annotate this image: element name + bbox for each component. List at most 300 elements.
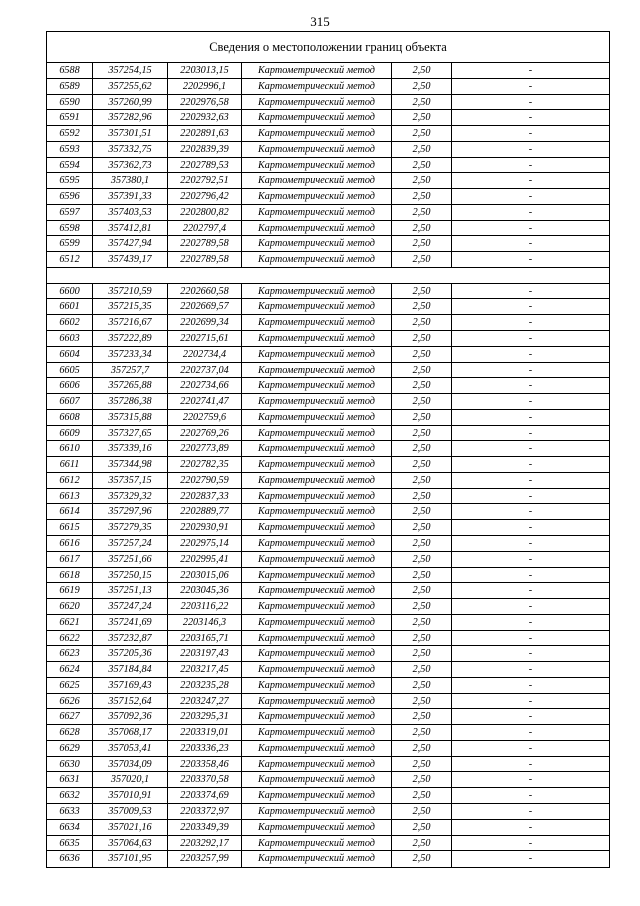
precision-cell: 2,50 xyxy=(392,836,452,851)
table-row xyxy=(47,520,609,536)
table-row xyxy=(47,221,609,237)
x-coordinate-cell: 357092,36 xyxy=(93,709,168,724)
x-coordinate-cell: 357260,99 xyxy=(93,95,168,110)
method-cell: Картометрический метод xyxy=(242,158,392,173)
y-coordinate-cell: 2202660,58 xyxy=(168,284,242,299)
precision-cell: 2,50 xyxy=(392,142,452,157)
table-row xyxy=(47,158,609,174)
y-coordinate-cell: 2202741,47 xyxy=(168,394,242,409)
x-coordinate-cell: 357215,35 xyxy=(93,299,168,314)
y-coordinate-cell: 2202797,4 xyxy=(168,221,242,236)
y-coordinate-cell: 2202734,4 xyxy=(168,347,242,362)
precision-cell: 2,50 xyxy=(392,457,452,472)
x-coordinate-cell: 357380,1 xyxy=(93,173,168,188)
table-row xyxy=(47,552,609,568)
method-cell: Картометрический метод xyxy=(242,457,392,472)
precision-cell: 2,50 xyxy=(392,772,452,787)
method-cell: Картометрический метод xyxy=(242,173,392,188)
x-coordinate-cell: 357205,36 xyxy=(93,646,168,661)
method-cell: Картометрический метод xyxy=(242,299,392,314)
y-coordinate-cell: 2202789,58 xyxy=(168,252,242,267)
table-row xyxy=(47,142,609,158)
point-number-cell: 6602 xyxy=(47,315,93,330)
method-cell: Картометрический метод xyxy=(242,694,392,709)
table-row xyxy=(47,678,609,694)
method-cell: Картометрический метод xyxy=(242,79,392,94)
point-number-cell: 6627 xyxy=(47,709,93,724)
y-coordinate-cell: 2202837,33 xyxy=(168,489,242,504)
y-coordinate-cell: 2202839,39 xyxy=(168,142,242,157)
point-number-cell: 6613 xyxy=(47,489,93,504)
point-number-cell: 6597 xyxy=(47,205,93,220)
description-cell: - xyxy=(528,191,533,203)
y-coordinate-cell: 2203319,01 xyxy=(168,725,242,740)
precision-cell: 2,50 xyxy=(392,851,452,867)
y-coordinate-cell: 2203358,46 xyxy=(168,757,242,772)
x-coordinate-cell: 357255,62 xyxy=(93,79,168,94)
description-cell: - xyxy=(528,159,533,171)
precision-cell: 2,50 xyxy=(392,741,452,756)
point-number-cell: 6611 xyxy=(47,457,93,472)
x-coordinate-cell: 357301,51 xyxy=(93,126,168,141)
description-cell: - xyxy=(528,695,533,707)
point-number-cell: 6595 xyxy=(47,173,93,188)
table-row xyxy=(47,299,609,315)
point-number-cell: 6512 xyxy=(47,252,93,267)
y-coordinate-cell: 2202792,51 xyxy=(168,173,242,188)
y-coordinate-cell: 2203116,22 xyxy=(168,599,242,614)
point-number-cell: 6590 xyxy=(47,95,93,110)
x-coordinate-cell: 357216,67 xyxy=(93,315,168,330)
point-number-cell: 6618 xyxy=(47,568,93,583)
y-coordinate-cell: 2203372,97 xyxy=(168,804,242,819)
precision-cell: 2,50 xyxy=(392,347,452,362)
table-row xyxy=(47,583,609,599)
x-coordinate-cell: 357357,15 xyxy=(93,473,168,488)
method-cell: Картометрический метод xyxy=(242,536,392,551)
x-coordinate-cell: 357021,16 xyxy=(93,820,168,835)
method-cell: Картометрический метод xyxy=(242,394,392,409)
description-cell: - xyxy=(528,711,533,723)
description-cell: - xyxy=(528,537,533,549)
table-row xyxy=(47,79,609,95)
description-cell: - xyxy=(528,585,533,597)
precision-cell: 2,50 xyxy=(392,95,452,110)
method-cell: Картометрический метод xyxy=(242,63,392,78)
precision-cell: 2,50 xyxy=(392,315,452,330)
precision-cell: 2,50 xyxy=(392,221,452,236)
table-row xyxy=(47,631,609,647)
x-coordinate-cell: 357344,98 xyxy=(93,457,168,472)
description-cell: - xyxy=(528,443,533,455)
method-cell: Картометрический метод xyxy=(242,331,392,346)
precision-cell: 2,50 xyxy=(392,284,452,299)
point-number-cell: 6604 xyxy=(47,347,93,362)
x-coordinate-cell: 357247,24 xyxy=(93,599,168,614)
method-cell: Картометрический метод xyxy=(242,552,392,567)
precision-cell: 2,50 xyxy=(392,583,452,598)
x-coordinate-cell: 357169,43 xyxy=(93,678,168,693)
table-row xyxy=(47,95,609,111)
page-number: 315 xyxy=(310,14,330,29)
point-number-cell: 6593 xyxy=(47,142,93,157)
x-coordinate-cell: 357251,13 xyxy=(93,583,168,598)
description-cell: - xyxy=(528,128,533,140)
y-coordinate-cell: 2202800,82 xyxy=(168,205,242,220)
description-cell: - xyxy=(528,348,533,360)
method-cell: Картометрический метод xyxy=(242,520,392,535)
point-number-cell: 6606 xyxy=(47,378,93,393)
y-coordinate-cell: 2202737,04 xyxy=(168,363,242,378)
x-coordinate-cell: 357439,17 xyxy=(93,252,168,267)
method-cell: Картометрический метод xyxy=(242,804,392,819)
description-cell: - xyxy=(528,648,533,660)
method-cell: Картометрический метод xyxy=(242,284,392,299)
description-cell: - xyxy=(528,222,533,234)
precision-cell: 2,50 xyxy=(392,536,452,551)
table-row xyxy=(47,457,609,473)
description-cell: - xyxy=(528,632,533,644)
table-row xyxy=(47,173,609,189)
table-row xyxy=(47,694,609,710)
precision-cell: 2,50 xyxy=(392,631,452,646)
description-cell: - xyxy=(528,742,533,754)
x-coordinate-cell: 357362,73 xyxy=(93,158,168,173)
table-row xyxy=(47,378,609,394)
y-coordinate-cell: 2203197,43 xyxy=(168,646,242,661)
y-coordinate-cell: 2202715,61 xyxy=(168,331,242,346)
description-cell: - xyxy=(528,837,533,849)
point-number-cell: 6609 xyxy=(47,426,93,441)
method-cell: Картометрический метод xyxy=(242,599,392,614)
precision-cell: 2,50 xyxy=(392,110,452,125)
description-cell: - xyxy=(528,364,533,376)
y-coordinate-cell: 2202889,77 xyxy=(168,504,242,519)
description-cell: - xyxy=(528,601,533,613)
precision-cell: 2,50 xyxy=(392,394,452,409)
description-cell: - xyxy=(528,506,533,518)
point-number-cell: 6616 xyxy=(47,536,93,551)
table-row xyxy=(47,252,609,268)
point-number-cell: 6630 xyxy=(47,757,93,772)
point-number-cell: 6603 xyxy=(47,331,93,346)
precision-cell: 2,50 xyxy=(392,646,452,661)
description-cell: - xyxy=(528,853,533,865)
precision-cell: 2,50 xyxy=(392,378,452,393)
x-coordinate-cell: 357265,88 xyxy=(93,378,168,393)
table-row xyxy=(47,646,609,662)
x-coordinate-cell: 357152,64 xyxy=(93,694,168,709)
point-number-cell: 6608 xyxy=(47,410,93,425)
table-row xyxy=(47,757,609,773)
y-coordinate-cell: 2203015,06 xyxy=(168,568,242,583)
point-number-cell: 6632 xyxy=(47,788,93,803)
point-number-cell: 6591 xyxy=(47,110,93,125)
precision-cell: 2,50 xyxy=(392,599,452,614)
x-coordinate-cell: 357297,96 xyxy=(93,504,168,519)
y-coordinate-cell: 2202891,63 xyxy=(168,126,242,141)
table-row xyxy=(47,489,609,505)
precision-cell: 2,50 xyxy=(392,504,452,519)
point-number-cell: 6633 xyxy=(47,804,93,819)
precision-cell: 2,50 xyxy=(392,678,452,693)
method-cell: Картометрический метод xyxy=(242,662,392,677)
x-coordinate-cell: 357250,15 xyxy=(93,568,168,583)
x-coordinate-cell: 357064,63 xyxy=(93,836,168,851)
table-row xyxy=(47,126,609,142)
description-cell: - xyxy=(528,143,533,155)
point-number-cell: 6626 xyxy=(47,694,93,709)
description-cell: - xyxy=(528,774,533,786)
method-cell: Картометрический метод xyxy=(242,568,392,583)
method-cell: Картометрический метод xyxy=(242,504,392,519)
table-row xyxy=(47,662,609,678)
precision-cell: 2,50 xyxy=(392,331,452,346)
x-coordinate-cell: 357254,15 xyxy=(93,63,168,78)
precision-cell: 2,50 xyxy=(392,694,452,709)
method-cell: Картометрический метод xyxy=(242,473,392,488)
y-coordinate-cell: 2203165,71 xyxy=(168,631,242,646)
x-coordinate-cell: 357315,88 xyxy=(93,410,168,425)
description-cell: - xyxy=(528,553,533,565)
method-cell: Картометрический метод xyxy=(242,236,392,251)
x-coordinate-cell: 357010,91 xyxy=(93,788,168,803)
x-coordinate-cell: 357257,24 xyxy=(93,536,168,551)
method-cell: Картометрический метод xyxy=(242,631,392,646)
description-cell: - xyxy=(528,679,533,691)
description-cell: - xyxy=(528,65,533,76)
method-cell: Картометрический метод xyxy=(242,851,392,867)
table-row xyxy=(47,110,609,126)
table-row xyxy=(47,851,609,867)
table-row xyxy=(47,772,609,788)
point-number-cell: 6610 xyxy=(47,441,93,456)
table-row xyxy=(47,804,609,820)
y-coordinate-cell: 2203217,45 xyxy=(168,662,242,677)
group-separator xyxy=(47,268,609,284)
y-coordinate-cell: 2203247,27 xyxy=(168,694,242,709)
table-group-2 xyxy=(47,284,609,867)
precision-cell: 2,50 xyxy=(392,473,452,488)
x-coordinate-cell: 357391,33 xyxy=(93,189,168,204)
description-cell: - xyxy=(528,317,533,329)
y-coordinate-cell: 2202930,91 xyxy=(168,520,242,535)
point-number-cell: 6634 xyxy=(47,820,93,835)
x-coordinate-cell: 357282,96 xyxy=(93,110,168,125)
description-cell: - xyxy=(528,490,533,502)
method-cell: Картометрический метод xyxy=(242,615,392,630)
precision-cell: 2,50 xyxy=(392,568,452,583)
table-row xyxy=(47,741,609,757)
description-cell: - xyxy=(528,459,533,471)
point-number-cell: 6636 xyxy=(47,851,93,867)
y-coordinate-cell: 2202669,57 xyxy=(168,299,242,314)
precision-cell: 2,50 xyxy=(392,757,452,772)
y-coordinate-cell: 2202975,14 xyxy=(168,536,242,551)
table-row xyxy=(47,331,609,347)
method-cell: Картометрический метод xyxy=(242,205,392,220)
y-coordinate-cell: 2203292,17 xyxy=(168,836,242,851)
precision-cell: 2,50 xyxy=(392,662,452,677)
table-row xyxy=(47,315,609,331)
description-cell: - xyxy=(528,333,533,345)
table-row xyxy=(47,284,609,300)
precision-cell: 2,50 xyxy=(392,236,452,251)
table-row xyxy=(47,205,609,221)
point-number-cell: 6621 xyxy=(47,615,93,630)
description-cell: - xyxy=(528,758,533,770)
x-coordinate-cell: 357020,1 xyxy=(93,772,168,787)
method-cell: Картометрический метод xyxy=(242,95,392,110)
precision-cell: 2,50 xyxy=(392,126,452,141)
boundary-table xyxy=(46,31,610,868)
y-coordinate-cell: 2202789,58 xyxy=(168,236,242,251)
point-number-cell: 6592 xyxy=(47,126,93,141)
precision-cell: 2,50 xyxy=(392,552,452,567)
y-coordinate-cell: 2203370,58 xyxy=(168,772,242,787)
description-cell: - xyxy=(528,301,533,313)
table-row xyxy=(47,189,609,205)
precision-cell: 2,50 xyxy=(392,520,452,535)
table-row xyxy=(47,410,609,426)
y-coordinate-cell: 2202932,63 xyxy=(168,110,242,125)
point-number-cell: 6625 xyxy=(47,678,93,693)
point-number-cell: 6620 xyxy=(47,599,93,614)
point-number-cell: 6614 xyxy=(47,504,93,519)
y-coordinate-cell: 2202789,53 xyxy=(168,158,242,173)
x-coordinate-cell: 357184,84 xyxy=(93,662,168,677)
description-cell: - xyxy=(528,238,533,250)
point-number-cell: 6624 xyxy=(47,662,93,677)
table-row xyxy=(47,536,609,552)
point-number-cell: 6612 xyxy=(47,473,93,488)
x-coordinate-cell: 357241,69 xyxy=(93,615,168,630)
x-coordinate-cell: 357053,41 xyxy=(93,741,168,756)
description-cell: - xyxy=(528,175,533,187)
x-coordinate-cell: 357222,89 xyxy=(93,331,168,346)
method-cell: Картометрический метод xyxy=(242,820,392,835)
point-number-cell: 6605 xyxy=(47,363,93,378)
table-row xyxy=(47,63,609,79)
method-cell: Картометрический метод xyxy=(242,378,392,393)
y-coordinate-cell: 2203374,69 xyxy=(168,788,242,803)
table-row xyxy=(47,836,609,852)
description-cell: - xyxy=(528,790,533,802)
y-coordinate-cell: 2202995,41 xyxy=(168,552,242,567)
y-coordinate-cell: 2202782,35 xyxy=(168,457,242,472)
table-row xyxy=(47,426,609,442)
x-coordinate-cell: 357251,66 xyxy=(93,552,168,567)
description-cell: - xyxy=(528,411,533,423)
precision-cell: 2,50 xyxy=(392,189,452,204)
point-number-cell: 6598 xyxy=(47,221,93,236)
y-coordinate-cell: 2202699,34 xyxy=(168,315,242,330)
x-coordinate-cell: 357339,16 xyxy=(93,441,168,456)
description-cell: - xyxy=(528,254,533,266)
method-cell: Картометрический метод xyxy=(242,757,392,772)
point-number-cell: 6623 xyxy=(47,646,93,661)
point-number-cell: 6588 xyxy=(47,63,93,78)
method-cell: Картометрический метод xyxy=(242,252,392,267)
precision-cell: 2,50 xyxy=(392,363,452,378)
y-coordinate-cell: 2203013,15 xyxy=(168,63,242,78)
method-cell: Картометрический метод xyxy=(242,189,392,204)
table-row xyxy=(47,363,609,379)
precision-cell: 2,50 xyxy=(392,173,452,188)
point-number-cell: 6599 xyxy=(47,236,93,251)
y-coordinate-cell: 2202759,6 xyxy=(168,410,242,425)
x-coordinate-cell: 357327,65 xyxy=(93,426,168,441)
description-cell: - xyxy=(528,396,533,408)
description-cell: - xyxy=(528,474,533,486)
precision-cell: 2,50 xyxy=(392,615,452,630)
precision-cell: 2,50 xyxy=(392,725,452,740)
y-coordinate-cell: 2203349,39 xyxy=(168,820,242,835)
table-header: Сведения о местоположении границ объекта xyxy=(47,32,609,63)
x-coordinate-cell: 357286,38 xyxy=(93,394,168,409)
description-cell: - xyxy=(528,664,533,676)
y-coordinate-cell: 2202773,89 xyxy=(168,441,242,456)
y-coordinate-cell: 2202796,42 xyxy=(168,189,242,204)
description-cell: - xyxy=(528,206,533,218)
point-number-cell: 6631 xyxy=(47,772,93,787)
method-cell: Картометрический метод xyxy=(242,126,392,141)
y-coordinate-cell: 2202976,58 xyxy=(168,95,242,110)
precision-cell: 2,50 xyxy=(392,426,452,441)
method-cell: Картометрический метод xyxy=(242,410,392,425)
precision-cell: 2,50 xyxy=(392,63,452,78)
description-cell: - xyxy=(528,427,533,439)
table-row xyxy=(47,709,609,725)
point-number-cell: 6617 xyxy=(47,552,93,567)
y-coordinate-cell: 2203146,3 xyxy=(168,615,242,630)
method-cell: Картометрический метод xyxy=(242,725,392,740)
precision-cell: 2,50 xyxy=(392,299,452,314)
description-cell: - xyxy=(528,616,533,628)
table-row xyxy=(47,236,609,252)
method-cell: Картометрический метод xyxy=(242,363,392,378)
description-cell: - xyxy=(528,96,533,108)
point-number-cell: 6589 xyxy=(47,79,93,94)
precision-cell: 2,50 xyxy=(392,709,452,724)
y-coordinate-cell: 2202734,66 xyxy=(168,378,242,393)
point-number-cell: 6615 xyxy=(47,520,93,535)
table-row xyxy=(47,347,609,363)
method-cell: Картометрический метод xyxy=(242,583,392,598)
x-coordinate-cell: 357034,09 xyxy=(93,757,168,772)
x-coordinate-cell: 357233,34 xyxy=(93,347,168,362)
table-row xyxy=(47,504,609,520)
table-row xyxy=(47,441,609,457)
table-row xyxy=(47,788,609,804)
description-cell: - xyxy=(528,112,533,124)
y-coordinate-cell: 2203336,23 xyxy=(168,741,242,756)
method-cell: Картометрический метод xyxy=(242,426,392,441)
x-coordinate-cell: 357332,75 xyxy=(93,142,168,157)
precision-cell: 2,50 xyxy=(392,410,452,425)
y-coordinate-cell: 2203235,28 xyxy=(168,678,242,693)
precision-cell: 2,50 xyxy=(392,205,452,220)
precision-cell: 2,50 xyxy=(392,489,452,504)
point-number-cell: 6601 xyxy=(47,299,93,314)
method-cell: Картометрический метод xyxy=(242,142,392,157)
point-number-cell: 6629 xyxy=(47,741,93,756)
y-coordinate-cell: 2202996,1 xyxy=(168,79,242,94)
x-coordinate-cell: 357257,7 xyxy=(93,363,168,378)
table-row xyxy=(47,615,609,631)
table-row xyxy=(47,820,609,836)
point-number-cell: 6628 xyxy=(47,725,93,740)
